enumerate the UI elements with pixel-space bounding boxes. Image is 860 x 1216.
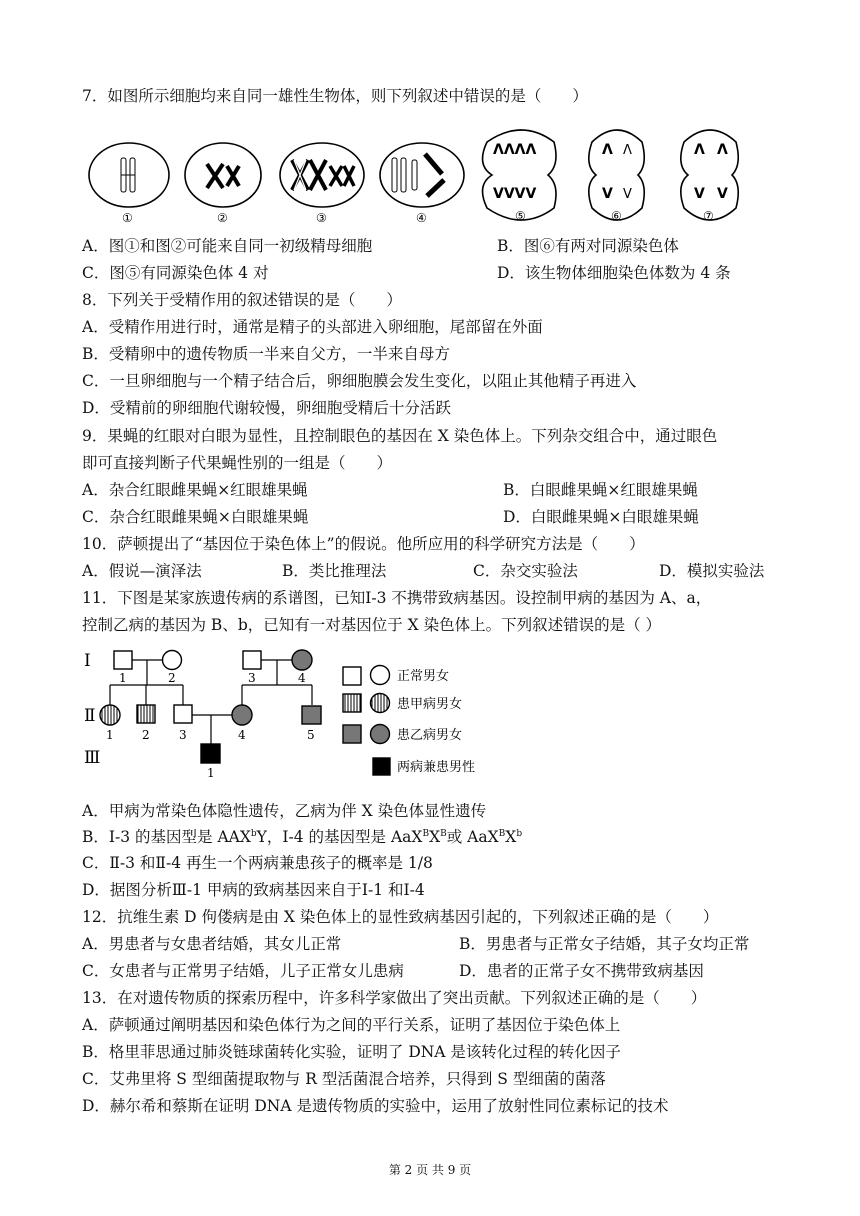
q11-b-or: 或 AaX: [446, 828, 499, 846]
svg-text:VVVV: VVVV: [493, 186, 537, 202]
cell-label-1: ①: [122, 211, 133, 225]
legend-both-label: 两病兼患男性: [397, 760, 476, 775]
q9-stem-line2: 即可直接判断子代果蝇性别的一组是（ ）: [82, 454, 393, 472]
q7-option-b: B．图⑥有两对同源染色体: [497, 237, 679, 255]
gen-label-2: Ⅱ: [84, 706, 96, 726]
cell-division-figure: [82, 120, 772, 230]
q8-stem: 8．下列关于受精作用的叙述错误的是（ ）: [82, 291, 402, 309]
q12-option-d: D．患者的正常子女不携带致病基因: [459, 962, 704, 980]
q13-option-d: D．赫尔希和蔡斯在证明 DNA 是遗传物质的实验中，运用了放射性同位素标记的技术: [82, 1097, 669, 1115]
q8-option-c: C．一旦卵细胞与一个精子结合后，卵细胞膜会发生变化，以阻止其他精子再进入: [82, 372, 637, 390]
q9-option-d: D．白眼雌果蝇×白眼雄果蝇: [503, 508, 699, 526]
svg-text:Λ: Λ: [694, 142, 705, 158]
ind-I4: [292, 650, 312, 670]
legend-jia-male: [343, 694, 361, 712]
ind-II5: [302, 706, 321, 724]
q10-stem: 10．萨顿提出了“基因位于染色体上”的假说。他所应用的科学研究方法是（ ）: [82, 535, 645, 553]
q11-option-b: [82, 827, 522, 847]
cell-2: [185, 143, 261, 207]
cell-1: [89, 143, 169, 207]
ind-II4: [232, 705, 252, 725]
q11-option-c: C．Ⅱ-3 和Ⅱ-4 再生一个两病兼患孩子的概率是 1/8: [82, 854, 433, 872]
q11-b-sup1: b: [250, 829, 257, 839]
cell-label-3: ③: [316, 211, 327, 225]
q10-option-c: C．杂交实验法: [473, 562, 578, 580]
legend-yi-female: [371, 725, 390, 744]
label-III1: 1: [207, 766, 215, 780]
legend-jia-female: [371, 694, 390, 713]
legend-normal-label: 正常男女: [397, 669, 450, 684]
gen-label-3: Ⅲ: [84, 748, 101, 768]
q7-option-c: C．图⑤有同源染色体 4 对: [82, 264, 269, 282]
q9-option-a: A．杂合红眼雌果蝇×红眼雄果蝇: [82, 481, 308, 499]
q11-stem-line1: 11．下图是某家族遗传病的系谱图，已知Ⅰ-3 不携带致病基因。设控制甲病的基因为 A、a，: [82, 589, 712, 607]
ind-I3: [243, 651, 261, 669]
cell-label-7: ⑦: [703, 209, 714, 223]
q9-stem-line1: 9．果蝇的红眼对白眼为显性，且控制眼色的基因在 X 染色体上。下列杂交组合中，通过眼色: [82, 427, 718, 445]
legend-both-male: [373, 758, 390, 775]
q10-option-a: A．假说—演泽法: [82, 562, 202, 580]
label-II1: 1: [106, 728, 114, 742]
q13-stem: 13．在对遗传物质的探索历程中，许多科学家做出了突出贡献。下列叙述正确的是（ ）: [82, 989, 707, 1007]
q11-b-sup3: B: [440, 829, 447, 839]
q9-option-b: B．白眼雌果蝇×红眼雄果蝇: [503, 481, 698, 499]
svg-text:Λ: Λ: [602, 142, 613, 158]
legend-normal-male: [343, 667, 361, 685]
q11-b-sup2: B: [422, 829, 430, 839]
q13-option-c: C．艾弗里将 S 型细菌提取物与 R 型活菌混合培养，只得到 S 型细菌的菌落: [82, 1070, 606, 1088]
label-II2: 2: [142, 728, 150, 742]
q7-option-d: D．该生物体细胞染色体数为 4 条: [497, 264, 731, 282]
q11-b-sup5: b: [516, 829, 523, 839]
label-I4: 4: [298, 671, 306, 685]
cell-label-4: ④: [416, 211, 427, 225]
q10-option-d: D．模拟实验法: [659, 562, 765, 580]
q7-stem: 7．如图所示细胞均来自同一雄性生物体，则下列叙述中错误的是（ ）: [82, 87, 588, 105]
q12-stem: 12．抗维生素 D 佝偻病是由 X 染色体上的显性致病基因引起的，下列叙述正确的是（ ）: [82, 908, 719, 926]
legend-normal-female: [371, 666, 390, 685]
cell-6: [589, 130, 644, 220]
q12-option-b: B．男患者与正常女子结婚，其子女均正常: [459, 935, 750, 953]
legend-jia-label: 患甲病男女: [397, 697, 463, 712]
ind-I2: [163, 651, 182, 670]
svg-text:V: V: [717, 186, 728, 202]
label-I1: 1: [119, 671, 127, 685]
q8-option-b: B．受精卵中的遗传物质一半来自父方，一半来自母方: [82, 345, 450, 363]
q11-b-pre: B．Ⅰ-3 的基因型是 AAX: [82, 828, 251, 846]
cell-label-5: ⑤: [515, 209, 526, 223]
q8-option-d: D．受精前的卵细胞代谢较慢，卵细胞受精后十分活跃: [82, 399, 451, 417]
q9-option-c: C．杂合红眼雌果蝇×白眼雄果蝇: [82, 508, 309, 526]
svg-text:ΛΛΛΛ: ΛΛΛΛ: [493, 142, 537, 158]
ind-III1: [201, 744, 220, 763]
cell-5: [483, 130, 556, 220]
cell-label-2: ②: [217, 211, 228, 225]
q11-b-sup4: B: [498, 829, 506, 839]
cell-7: [681, 130, 738, 220]
ind-II3: [174, 705, 192, 723]
label-II4: 4: [238, 728, 246, 742]
ind-II2: [137, 705, 155, 723]
svg-text:Λ: Λ: [623, 143, 632, 158]
q8-option-a: A．受精作用进行时，通常是精子的头部进入卵细胞，尾部留在外面: [82, 318, 543, 336]
label-I2: 2: [168, 671, 176, 685]
svg-text:V: V: [602, 186, 613, 202]
q11-b-x2: X: [429, 828, 441, 846]
gen-label-1: Ⅰ: [84, 651, 91, 671]
legend-yi-label: 患乙病男女: [397, 728, 463, 743]
legend-yi-male: [343, 725, 361, 743]
label-II3: 3: [179, 728, 187, 742]
ind-I1: [114, 651, 132, 669]
svg-text:V: V: [623, 187, 632, 202]
q12-option-c: C．女患者与正常男子结婚，儿子正常女儿患病: [82, 962, 404, 980]
q11-b-x3: X: [505, 828, 517, 846]
svg-text:Λ: Λ: [717, 142, 728, 158]
q10-option-b: B．类比推理法: [282, 562, 387, 580]
q13-option-a: A．萨顿通过阐明基因和染色体行为之间的平行关系，证明了基因位于染色体上: [82, 1016, 621, 1034]
cell-3: [280, 143, 364, 207]
q11-option-d: D．据图分析Ⅲ-1 甲病的致病基因来自于Ⅰ-1 和Ⅰ-4: [82, 881, 425, 899]
pedigree-chart: [80, 645, 500, 785]
q11-stem-line2: 控制乙病的基因为 B、b，已知有一对基因位于 X 染色体上。下列叙述错误的是（ ）: [82, 616, 662, 634]
cell-4: [380, 143, 464, 207]
label-II5: 5: [307, 728, 315, 742]
page-footer: 第 2 页 共 9 页: [388, 1163, 472, 1177]
q11-option-a: A．甲病为常染色体隐性遗传，乙病为伴 X 染色体显性遗传: [82, 802, 487, 820]
q7-option-a: A．图①和图②可能来自同一初级精母细胞: [82, 237, 373, 255]
q13-option-b: B．格里菲思通过肺炎链球菌转化实验，证明了 DNA 是该转化过程的转化因子: [82, 1043, 621, 1061]
ind-II1: [100, 705, 120, 725]
q11-b-mid: Y，Ⅰ-4 的基因型是 AaX: [256, 828, 423, 846]
cell-label-6: ⑥: [611, 209, 622, 223]
label-I3: 3: [248, 671, 256, 685]
svg-text:V: V: [694, 186, 705, 202]
q12-option-a: A．男患者与女患者结婚，其女儿正常: [82, 935, 342, 953]
